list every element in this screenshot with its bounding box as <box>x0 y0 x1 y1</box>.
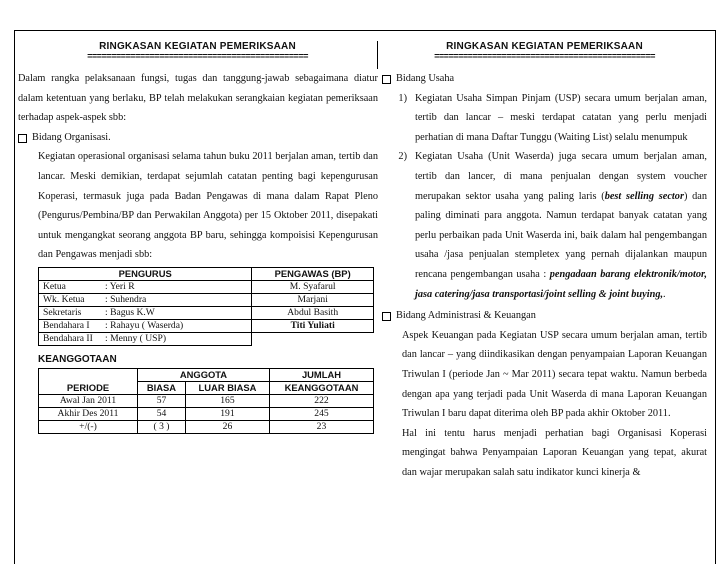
table-row: Bendahara II : Menny ( USP) <box>39 332 374 345</box>
periode-header: PERIODE <box>39 368 138 394</box>
right-header <box>382 41 707 69</box>
left-title-underline: ============================================== <box>87 52 308 62</box>
keanggotaan-col-header: KEANGGOTAAN <box>269 381 373 394</box>
table-row: Akhir Des 2011 54 191 245 <box>39 407 374 420</box>
table-row: Ketua : Yeri R M. Syafarul <box>39 280 374 293</box>
right-title: RINGKASAN KEGIATAN PEMERIKSAAN <box>446 41 643 52</box>
checkbox-bullet-icon <box>382 75 391 84</box>
left-column <box>18 31 378 434</box>
table-row: Bendahara I : Rahayu ( Waserda) Titi Yuliati <box>39 319 374 332</box>
organisasi-paragraph: Kegiatan operasional organisasi selama tahun buku 2011 berjalan aman, tertib dan lancar. Meski demikian, terdapat sejumlah catatan penting bagi kepengurusan Koperasi, termasuk juga pada Badan Pengawas di mana dalam Rapat Pleno (Pengurus/Pembina/BP dan Perwakilan Anggota) per 15 Oktober 2011, disepakati untuk mengangkat seorang anggota BP baru, sehingga kompoisisi Kepengurusan dan Pengawas menjadi sbb: <box>38 151 378 261</box>
pengurus-header: PENGURUS <box>39 267 252 280</box>
anggota-table <box>38 368 374 434</box>
pengurus-table <box>38 267 374 346</box>
checkbox-bullet-icon <box>382 312 391 321</box>
section-organisasi-heading: Bidang Organisasi. <box>18 128 378 148</box>
luar-biasa-header: LUAR BIASA <box>185 381 269 394</box>
section-admin-heading: Bidang Administrasi & Keuangan <box>382 306 707 326</box>
admin-paragraph-2: Hal ini tentu harus menjadi perhatian bagi Organisasi Koperasi mengingat bahwa Penyampaian Laporan Keuangan yang tepat, akurat dan wajar merupakan salah satu indikator kunci kinerja & <box>402 427 707 478</box>
anggota-header: ANGGOTA <box>138 368 270 381</box>
section-usaha-heading: Bidang Usaha <box>382 69 707 89</box>
jumlah-header: JUMLAH <box>269 368 373 381</box>
table-row: Wk. Ketua : Suhendra Marjani <box>39 293 374 306</box>
admin-paragraph-1: Aspek Keuangan pada Kegiatan USP secara umum berjalan aman, tertib dan lancar – yang diindikasikan dengan penyampaian Laporan Keuangan Triwulan I (periode Jan ~ Mar 2011) secara tepat waktu. Namun berbeda dengan apa yang terjadi pada Unit Waserda di mana Laporan Keuangan Triwulan I baru dapat diterima oleh BP pada akhir Oktober 2011. <box>402 329 707 420</box>
right-title-underline: ============================================== <box>434 52 655 62</box>
list-item: 1) Kegiatan Usaha Simpan Pinjam (USP) secara umum berjalan aman, tertib dan lancar – meski terdapat catatan yang perlu menjadi perhatian di mana Daftar Tunggu (Waiting List) selalu menumpuk <box>398 92 707 143</box>
right-column <box>382 31 707 482</box>
keanggotaan-heading: KEANGGOTAAN <box>38 353 117 365</box>
biasa-header: BIASA <box>138 381 186 394</box>
document-page <box>14 30 716 564</box>
table-row: +/(-) ( 3 ) 26 23 <box>39 420 374 433</box>
table-row: Awal Jan 2011 57 165 222 <box>39 394 374 407</box>
table-row: Sekretaris : Bagus K.W Abdul Basith <box>39 306 374 319</box>
list-item: 2) Kegiatan Usaha (Unit Waserda) juga secara umum berjalan aman, tertib dan lancer, di mana penjualan dengan system voucher merupakan sektor usaha yang paling laris (best selling sector) dan paling diminati para anggota. Namun terdapat banyak catatan yang perlu perbaikan pada Unit Waserda ini, baik dalam hal pengembangan usaha /jasa penjualan stempletex yang pernah dijalankan maupun rencana pengembangan usaha : pengadaan barang elektronik/motor, jasa catering/jasa transportasi/joint selling & joint buying,. <box>398 151 707 300</box>
pengawas-header: PENGAWAS (BP) <box>252 267 374 280</box>
left-title: RINGKASAN KEGIATAN PEMERIKSAAN <box>99 41 296 52</box>
intro-paragraph: Dalam rangka pelaksanaan fungsi, tugas dan tanggung-jawab sebagaimana diatur dalam ketentuan yang berlaku, BP telah melakukan serangkaian kegiatan pemeriksaan terhadap aspek-aspek sbb: <box>18 73 378 124</box>
left-header <box>18 41 378 69</box>
checkbox-bullet-icon <box>18 134 27 143</box>
